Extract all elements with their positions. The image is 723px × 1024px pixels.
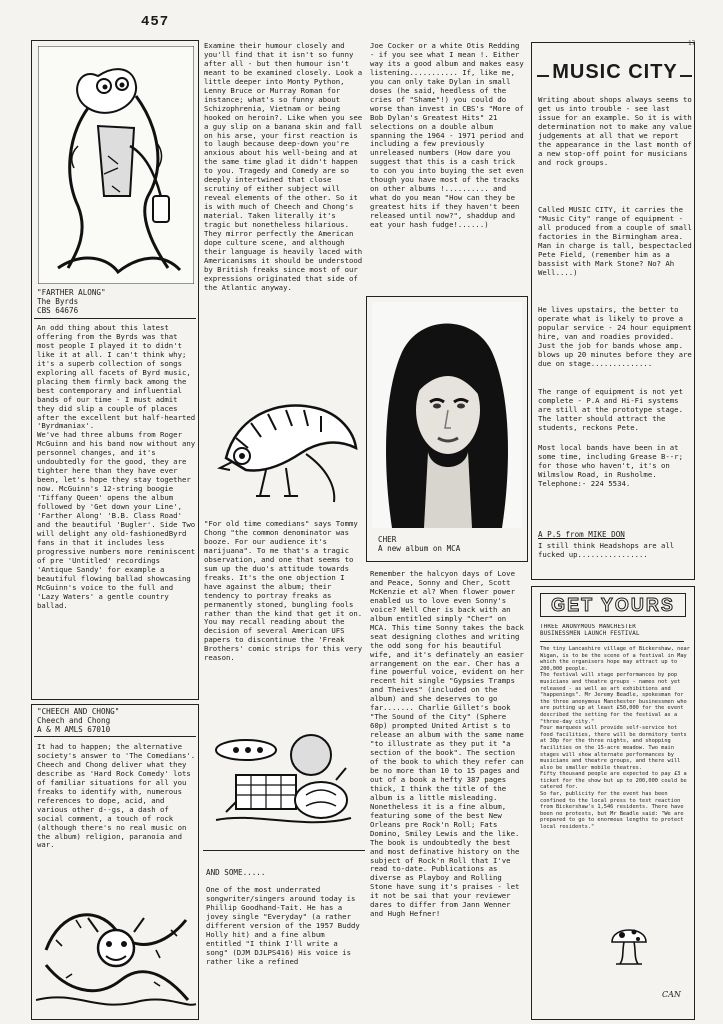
- food-still-life-drawing: [206, 720, 356, 840]
- dylan-review-text: Joe Cocker or a white Otis Redding - if you see what I mean !. Either way its a good album and makes easy listening........... If, like me, you can only take Dylan in small doses (he said, heedless of the cries of "Shame"!) you could do worse than invest in CBS's "More of Bob Dylan's Greatest Hits" 21 selections on a double album spanning the 1964 - 1971 period and including a few previously unreleased numbers (How dare you suggest that this is a cash trick to con you into buying the set even though you have most of the tracks on other albums !.......... and what do you mean "How can they be greatest hits if they haven't been released until now?", shaddup and eat your hash fudge!......): [370, 42, 524, 230]
- eagle-illustration: [206, 378, 362, 510]
- page-number: 457: [141, 14, 170, 30]
- festival-headline-rule: [540, 641, 684, 642]
- ps-heading: A P.S from MIKE DON: [538, 530, 625, 539]
- mushroom-doodle: [604, 918, 654, 968]
- byrds-illustration: [38, 46, 194, 284]
- artist-signature: CAN: [662, 990, 681, 999]
- food-illustration: [206, 720, 356, 840]
- corner-page-number: 17: [688, 40, 696, 47]
- cher-portrait: [372, 302, 522, 528]
- cheech-review-continued-top: Examine their humour closely and you'll find that it isn't so funny after all - but then humour isn't meant to be examined closely. Look a little deeper into Monty Python, Lenny Bruce or Murray Roman for instance; what's so funny about Schizophrenia, Vietnam or being hooked on heroin?. Like when you see a guy slip on a banana skin and fall on his arse, your first reaction is to laugh because deep-down you're anxious about his well-being and at the same time glad it didn't happen to you. Tragedy and Comedy are so deeply intertwined that close scrutiny of either subject will reveal elements of the other. So it is with much of Cheech and Chong's material. Taken literally it's tragic but nonetheless hilarious. They mirror perfectly the American dope culture scene, and although their language is heavily laced with Americanisms it should be understood by British freaks since most of our expressions originated that side of the Atlantic anyway.: [204, 42, 363, 292]
- cartoon-figure-drawing: [38, 46, 194, 284]
- music-city-paragraph-5: Most local bands have been in at some time, including Grease B--r; for those who haven't, it's on Wilmslow Road, in Rusholme. Telephone:- 224 5534.: [538, 444, 683, 488]
- and-some-text: One of the most underrated songwriter/singers around today is Phillip Goodhand-Tait. He has a jovey single "Everyday" (a rather different version of the 1957 Buddy Holly hit) and a fine album entitled "I think I'll write a song" (DJM DJLPS416) His voice is rather like a refined: [206, 886, 360, 966]
- music-city-paragraph-4: The range of equipment is not yet complete - P.A and Hi-Fi systems are still at the prototype stage. The latter should attract the students, reckons Pete.: [538, 388, 683, 432]
- cheech-review-continued-bottom: "For old time comedians" says Tommy Chong "the common denominator was booze. For our audience it's marijuana". To me that's a tragic observation, and one that seems to sum up the duo's attitude towards freaks. It's the one objection I have against the album; their tendency to portray freaks as permanently stoned, bungling fools rather than the kind that get it on. You may recall reading about the decision of several American UFS papers to discontinue the 'Freak Brothers' comic strips for this very reason.: [204, 520, 363, 663]
- music-city-paragraph-3: He lives upstairs, the better to operate what is likely to prove a popular service - 24 hour equipment hire, van and roadies provided. Just the job for bands whose amp. blows up 20 minutes before they are due on stage..............: [538, 306, 692, 368]
- music-city-paragraph-1: Writing about shops always seems to get us into trouble - see last issue for an example. So it is with determination not to make any value judgements at all that we report the appearance in the last month of a new stop-off point for musicians and rock groups.: [538, 96, 692, 167]
- music-city-banner: MUSIC CITY: [552, 61, 678, 83]
- cheech-review-text: It had to happen; the alternative society's answer to 'The Comedians'. Cheech and Chong deliver what they describe as 'Hard Rock Comedy' lots of familiar situations for all you freaks to identify with, numerous references to dope, acid, and various other d--gs, a dash of social comment, a touch of rock (although there's no real music on the album) religion, paranoia and war.: [37, 743, 196, 850]
- cher-photo: [372, 302, 522, 528]
- music-city-banner-line-left: [537, 75, 549, 77]
- byrds-review-text: An odd thing about this latest offering from the Byrds was that most people I played it to didn't like it at all. I can't think why; it's a superb collection of songs exploring all facets of Byrd music, placing them firmly back among the best contemporary and influential bands of our time - I must admit they did slip a couple of places after the excellent but half-hearted 'Byrdmaniax'. We've had three albums from Roger McGuinn and his band now without any personnel changes, and it's undoubtedly for the good, they are tighter here than they have ever been, let's hope they stay together now. McGuinn's 12-string boogie 'Tiffany Queen' opens the album followed by 'Get down your Line', 'Farther Along' 'B.B. Class Road' and the beautiful 'Bugler'. Side Two will delight any old-fashionedByrd fans in that it includes less progressive numbers more reminiscent of pre 'Untitled' recordings 'Antique Sandy' for example a beautiful flowing ballad showcasing McGuinn's voice to the full and 'Lazy Waters' a gentle country ballad.: [37, 324, 196, 610]
- get-yours-banner: GET YOURS: [551, 595, 675, 615]
- byrds-caption-rule: [34, 318, 196, 319]
- mushroom-doodle-drawing: [604, 918, 654, 968]
- cher-photo-caption: CHER A new album on MCA: [378, 535, 461, 553]
- ps-text: I still think Headshops are all fucked up................: [538, 542, 675, 559]
- and-some-heading: AND SOME.....: [206, 868, 266, 877]
- and-some-top-rule: [203, 850, 365, 851]
- music-city-banner-line-right: [680, 75, 692, 77]
- eagle-drawing: [206, 378, 362, 510]
- festival-article-text: The tiny Lancashire village of Bickershaw, near Wigan, is to be the scene of a festival in May which the organisers hope may attract up to 200,000 people. The festival will stage performances by pop musicians and theatre groups - names not yet released - as well as art exhibitions and "happenings". Mr Jeremy Beadle, spokesman for the three anonymous Manchester businessmen who are putting up at least £50,000 for the event described the setting for the festival as a "three-day city." Four marquees will provide self-service hot food facilities, there will be dormitory tents at 30p for the three nights, and shopping facilities on the 15-acre meadow. Two main stages will show alternate performances by musicians and theatre groups, and there will also be smaller mobile theatres. Fifty thousand people are expected to pay £3 a ticket for the show but up to 200,000 could be catered for. So far, publicity for the event has been confined to the local press to test reaction from Bickershaw's 1,546 residents. There have been no protests, but Mr Beadle said: "We are prepared to go to enormous lengths to protect local residents.": [540, 646, 690, 831]
- cheech-album-caption: "CHEECH AND CHONG" Cheech and Chong A & M AMLS 67010: [37, 707, 120, 734]
- dragon-illustration: [36, 890, 196, 1016]
- cheech-caption-rule: [34, 736, 196, 737]
- byrds-album-caption: "FARTHER ALONG" The Byrds CBS 64676: [37, 288, 106, 315]
- cher-review-text: Remember the halcyon days of Love and Peace, Sonny and Cher, Scott McKenzie et al? When flower power enabled us to love even Sonny's voice? Well Cher is back with an album entitled simply "Cher" on MCA. This time Sonny takes the back seat designing clothes and writing the odd song for his beautiful wife, and it's definately an easier arrangement on the ear. Cher has a fine powerful voice, evident on her recent hit single "Gypsies Tramps and Theives" (included on the album) and she deserves to go far....... Charlie Gillet's book "The Sound of the City" (Sphere 60p) prompted United Artist s to release an album with the same name "to illustrate as they put it "a section of the book". The section of the book to which they refer can be no more than 10 to 15 pages and out of a book a hefty 387 pages thick, I think the title of the album is a little misleading. Nonetheless it is a fine album, featuring some of the best New Orleans pre Rock'n Roll; Fats Domino, Smiley Lewis and the like. The book is undoubtedly the best and most definative history on the subject of Rock'n Roll that I've read to-date. Publications as diverse as Playboy and Rolling Stone have sung it's praises - let it not be sai that your reviewer dares to differ from Jann Wenner and Hugh Hefner!: [370, 570, 524, 919]
- dragon-drawing: [36, 890, 196, 1016]
- festival-headline: THREE ANONYMOUS MANCHESTER BUSINESSMEN LAUNCH FESTIVAL: [540, 624, 640, 638]
- music-city-paragraph-2: Called MUSIC CITY, it carries the "Music City" range of equipment - all produced from a couple of small factories in the Birmingham area. Man in charge is tall, bespectacled Pete Field, (remember him as a bassist with Mark Stone? No? Ah Well....): [538, 206, 692, 277]
